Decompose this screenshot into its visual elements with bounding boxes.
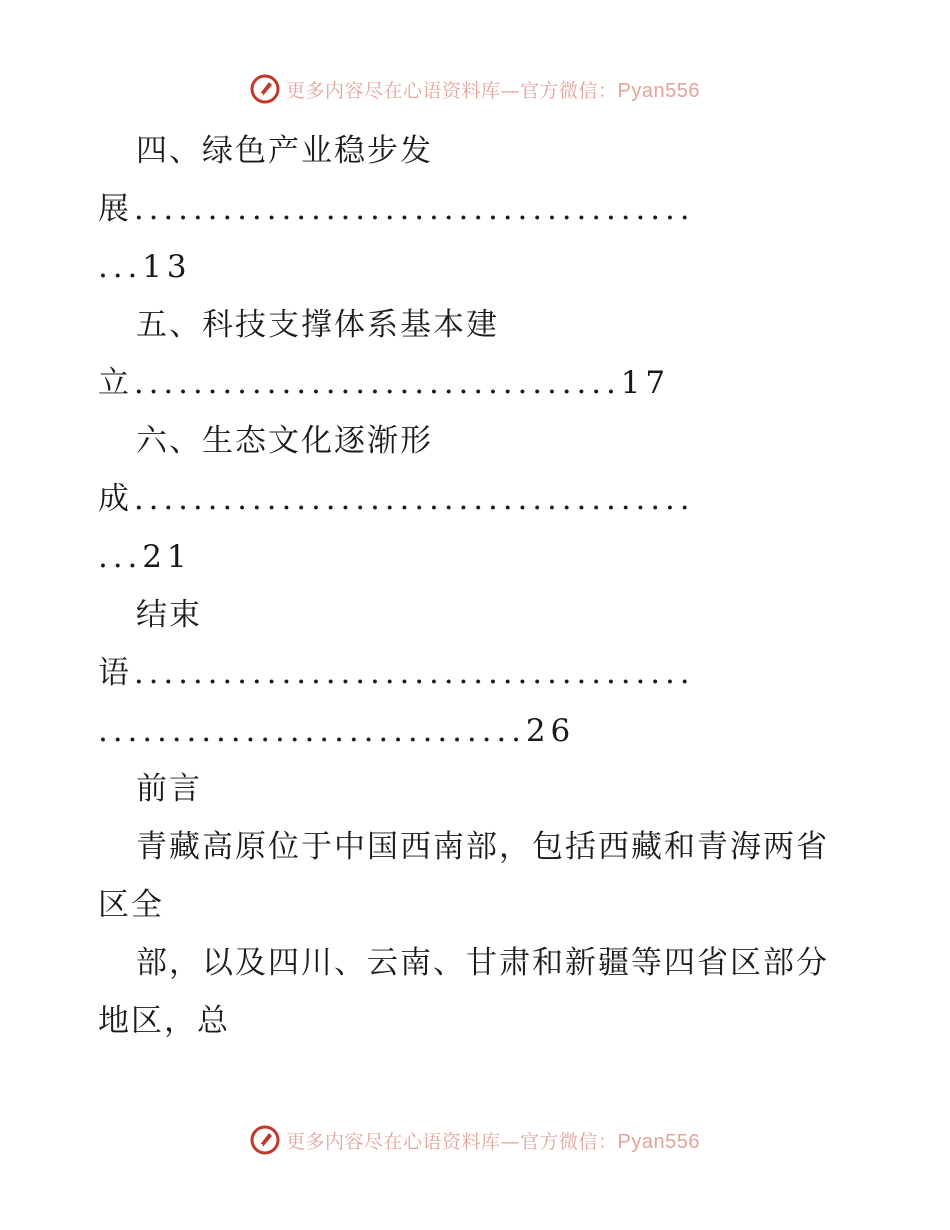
toc-line: 成......................................: [98, 481, 695, 517]
toc-line: 五、科技支撑体系基本建: [136, 307, 499, 343]
pen-logo-icon: [250, 74, 280, 104]
toc-line: ...13: [98, 249, 192, 285]
document-body: [98, 122, 850, 1050]
toc-line: .............................26: [98, 713, 576, 749]
toc-line: 六、生态文化逐渐形: [136, 423, 433, 459]
watermark-text: 更多内容尽在心语资料库—官方微信：Pyan556: [286, 1130, 700, 1153]
paragraph-line: 部，以及四川、云南、甘肃和新疆等四省区部分: [136, 945, 829, 981]
toc-line: 立.................................17: [98, 365, 671, 401]
toc-line: 结束: [136, 597, 202, 633]
toc-line: 四、绿色产业稳步发: [136, 133, 433, 169]
pen-logo-icon: [250, 1125, 280, 1155]
toc-line: 展......................................: [98, 191, 695, 227]
watermark-text: 更多内容尽在心语资料库—官方微信：Pyan556: [286, 79, 700, 102]
paragraph-line: 区全: [98, 887, 164, 923]
paragraph-line: 地区，总: [98, 1003, 230, 1039]
toc-line: 语......................................: [98, 655, 695, 691]
header-watermark: [0, 72, 950, 106]
section-heading: 前言: [136, 771, 202, 807]
paragraph-line: 青藏高原位于中国西南部，包括西藏和青海两省: [136, 829, 829, 865]
footer-watermark: [0, 1123, 950, 1157]
toc-line: ...21: [98, 539, 192, 575]
